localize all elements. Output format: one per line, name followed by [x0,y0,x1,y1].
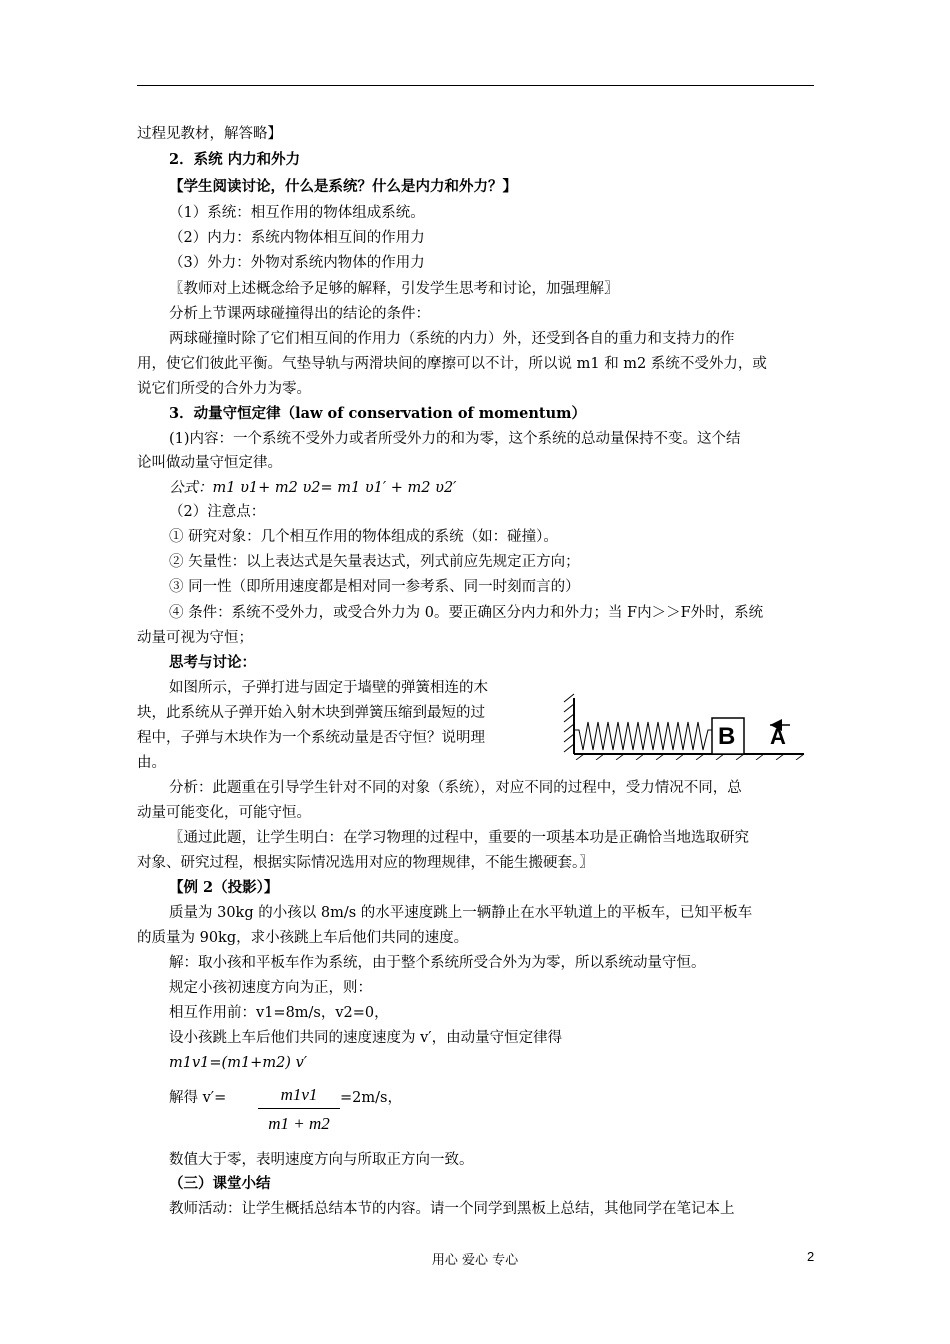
text-line: 说它们所受的合外力为零。 [137,381,311,397]
text-line: 论叫做动量守恒定律。 [137,455,282,471]
section-heading: 2．系统 内力和外力 [169,151,301,168]
text-line: 质量为 30kg 的小孩以 8m/s 的水平速度跳上一辆静止在水平轨道上的平板车，已知平板车 [169,905,753,921]
text-line: ② 矢量性：以上表达式是矢量表达式，列式前应先规定正方向； [169,554,580,570]
text-line: 由。 [137,755,166,771]
text-line: 〖教师对上述概念给予足够的解释，引发学生思考和讨论，加强理解〗 [169,281,619,297]
text-line: 程中，子弹与木块作为一个系统动量是否守恒？说明理 [137,730,485,746]
spring-block-figure [556,692,818,760]
text-line: （2）内力：系统内物体相互间的作用力 [169,230,425,246]
text-line: 用，使它们彼此平衡。气垫导轨与两滑块间的摩擦可以不计，所以说 m1 和 m2 系统不受外力，或 [137,356,767,372]
text-line: 〖通过此题，让学生明白：在学习物理的过程中，重要的一项基本功是正确恰当地选取研究 [169,830,749,846]
spring-coil [574,722,712,750]
fraction-denominator: m1 + m2 [268,1114,330,1133]
section-heading: （三）课堂小结 [169,1175,271,1192]
text-line: ④ 条件：系统不受外力，或受合外力为 0。要正确区分内力和外力；当 F内＞＞F外时，系统 [169,605,764,621]
text-line: 【学生阅读讨论，什么是系统？什么是内力和外力？】 [169,178,517,195]
text-line: 对象、研究过程，根据实际情况选用对应的物理规律，不能生搬硬套。〗 [137,855,594,871]
text-line: 规定小孩初速度方向为正，则： [169,980,372,996]
header-rule [137,85,814,86]
text-line: 如图所示，子弹打进与固定于墙壁的弹簧相连的木 [169,680,488,696]
example-heading: 【例 2（投影）】 [169,879,279,896]
block-b-label: B [718,723,736,750]
text-line: 分析上节课两球碰撞得出的结论的条件： [169,306,430,322]
formula-line: 公式：m1 υ1+ m2 υ2= m1 υ1′ + m2 υ2′ [169,480,457,496]
solution-label: 解得 v′= [169,1090,227,1106]
text-line: 动量可能变化，可能守恒。 [137,805,311,821]
text-line: （1）系统：相互作用的物体组成系统。 [169,205,425,221]
text-line: 块，此系统从子弹开始入射木块到弹簧压缩到最短的过 [137,705,485,721]
text-line: 相互作用前：v1=8m/s，v2=0， [169,1005,389,1021]
text-line: 过程见教材，解答略】 [137,126,282,142]
subheading: 思考与讨论： [169,654,256,671]
wall-hatching [564,694,574,752]
text-line: 教师活动：让学生概括总结本节的内容。请一个同学到黑板上总结，其他同学在笔记本上 [169,1201,735,1217]
velocity-fraction [258,1085,340,1134]
text-line: 的质量为 90kg，求小孩跳上车后他们共同的速度。 [137,930,469,946]
text-line: 分析：此题重在引导学生针对不同的对象（系统），对应不同的过程中，受力情况不同，总 [169,780,742,796]
formula-line: m1v1=(m1+m2) v′ [169,1055,308,1071]
text-line: ③ 同一性（即所用速度都是相对同一参考系、同一时刻而言的） [169,579,580,595]
text-line: （3）外力：外物对系统内物体的作用力 [169,255,425,271]
text-line: 动量可视为守恒； [137,630,253,646]
section-heading: 3．动量守恒定律（law of conservation of momentum） [169,405,587,422]
text-line: （2）注意点： [169,504,266,520]
bullet-a-label: A [770,724,786,749]
page-footer: 用心 爱心 专心 [431,1253,519,1268]
text-line: (1)内容：一个系统不受外力或者所受外力的和为零，这个系统的总动量保持不变。这个结 [169,431,741,447]
text-line: 解：取小孩和平板车作为系统，由于整个系统所受合外为为零，所以系统动量守恒。 [169,955,706,971]
page-number: 2 [807,1249,815,1264]
fraction-numerator: m1v1 [258,1085,340,1109]
text-line: 两球碰撞时除了它们相互间的作用力（系统的内力）外，还受到各自的重力和支持力的作 [169,331,735,347]
solution-result: =2m/s， [340,1090,402,1106]
text-line: ① 研究对象：几个相互作用的物体组成的系统（如：碰撞）。 [169,529,558,545]
text-line: 设小孩跳上车后他们共同的速度速度为 v′，由动量守恒定律得 [169,1030,563,1046]
text-line: 数值大于零，表明速度方向与所取正方向一致。 [169,1152,474,1168]
